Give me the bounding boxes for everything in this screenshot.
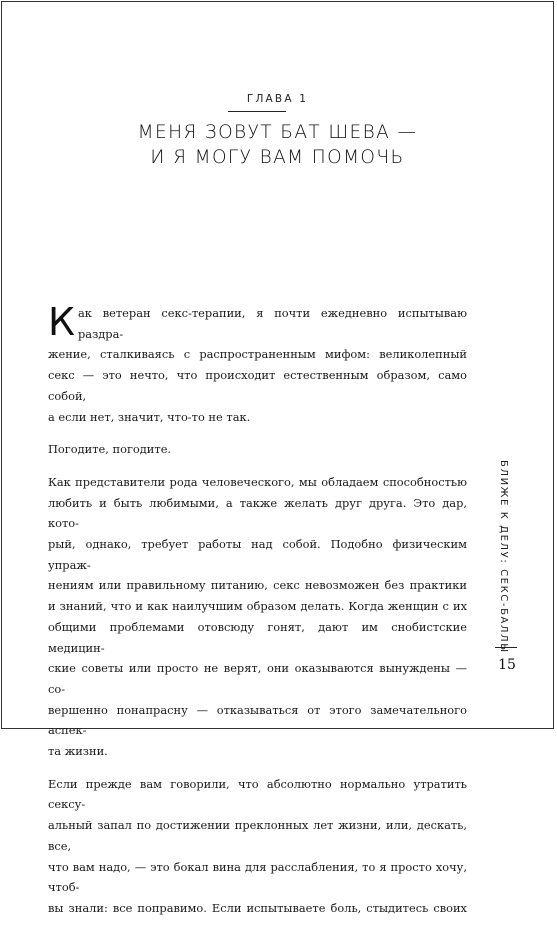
paragraph-1 <box>48 300 467 427</box>
paragraph-3 <box>48 472 467 762</box>
paragraph-line: секс — это нечто, что происходит естественным образом, само собой, <box>48 368 467 403</box>
paragraph-line: Если прежде вам говорили, что абсолютно нормально утратить сексу- <box>48 776 467 812</box>
paragraph-line: вершенно понапрасну — отказываться от этого замечательного аспек- <box>48 702 467 738</box>
paragraph-4 <box>48 774 467 919</box>
paragraph-line: Как представители рода человеческого, мы обладаем способностью <box>48 474 467 489</box>
drop-cap: К <box>48 300 75 344</box>
paragraph-line: ские советы или просто не верят, они оказываются вынуждены — со- <box>48 661 467 696</box>
paragraph-line: жение, сталкиваясь с распространенным мифом: великолепный <box>48 347 467 362</box>
chapter-label: ГЛАВА 1 <box>246 93 309 105</box>
book-page <box>1 1 554 915</box>
running-head: БЛИЖЕ К ДЕЛУ: СЕКС-БАЛЛЫ <box>498 460 509 654</box>
paragraph-2: Погодите, погодите. <box>48 442 172 457</box>
paragraph-line: общими проблемами отовсюду гонят, дают им снобистские медицин- <box>48 619 467 655</box>
chapter-title-line-2: И Я МОГУ ВАМ ПОМОЧЬ <box>150 147 405 168</box>
chapter-divider <box>228 111 286 112</box>
paragraph-line: ак ветеран секс-терапии, я почти ежедневно испытываю раздра- <box>77 306 467 341</box>
paragraph-line: что вам надо, — это бокал вина для расслабления, то я просто хочу, чтоб- <box>48 859 467 895</box>
paragraph-line: рый, однако, требует работы над собой. Подобно физическим упраж- <box>48 537 467 572</box>
paragraph-line: альный запал по достижении преклонных лет жизни, или, дескать, все, <box>48 818 467 853</box>
paragraph-line: нениям или правильному питанию, секс невозможен без практики <box>48 578 467 593</box>
paragraph-line: любить и быть любимыми, а также желать друг друга. Это дар, кото- <box>48 495 467 531</box>
chapter-title <box>2 120 553 170</box>
body-text <box>48 300 467 931</box>
paragraph-line: вы знали: все поправимо. Если испытываете боль, стыдитесь своих <box>48 900 467 915</box>
paragraph-line: и знаний, что и как наилучшим образом делать. Когда женщин с их <box>48 599 467 614</box>
chapter-title-line-1: МЕНЯ ЗОВУТ БАТ ШЕВА — <box>137 122 418 143</box>
page-number: 15 <box>498 657 516 673</box>
page-number-divider <box>495 647 517 648</box>
paragraph-line: а если нет, значит, что-то не так. <box>48 409 251 424</box>
paragraph-line: та жизни. <box>48 744 108 759</box>
